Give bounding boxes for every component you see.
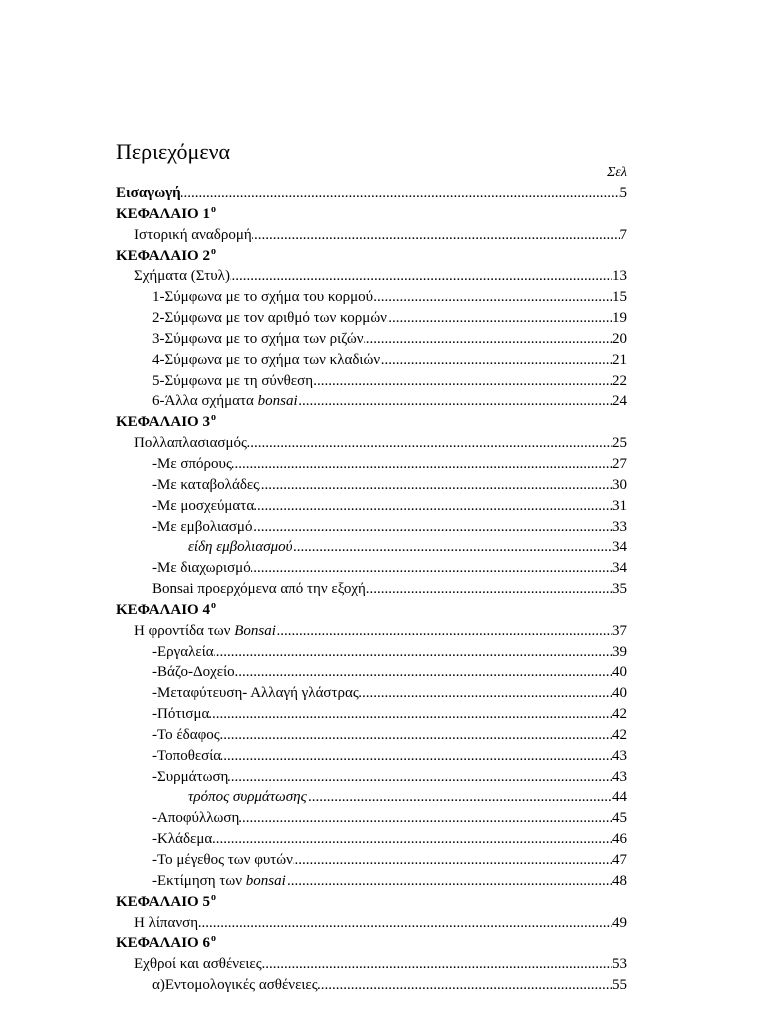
entry-label-italic: bonsai (257, 393, 298, 410)
page-number: 13 (612, 266, 627, 287)
page-number: 33 (612, 517, 627, 538)
entry-label (152, 704, 209, 725)
toc-entry (116, 621, 627, 642)
entry-label-text: -Με καταβολάδες (152, 476, 260, 493)
toc-entry (116, 683, 627, 704)
toc-chapter-heading (116, 204, 627, 225)
entry-label (188, 537, 293, 558)
toc-entry (116, 371, 627, 392)
toc-entry (116, 225, 627, 246)
entry-label-text: -Με διαχωρισμό (152, 560, 251, 577)
entry-label-text: -Τοποθεσία (152, 747, 222, 764)
toc-entry (116, 913, 627, 934)
entry-label-text: Η φροντίδα των (134, 622, 235, 639)
toc-entry (116, 829, 627, 850)
page-number: 53 (612, 954, 627, 975)
toc-entry (116, 496, 627, 517)
dot-leader (152, 704, 627, 725)
toc-entry (116, 266, 627, 287)
page-number: 40 (612, 683, 627, 704)
toc-entry (116, 850, 627, 871)
chapter-ordinal-sup: ο (210, 891, 216, 903)
entry-label-text: -Βάζο-Δοχείο (152, 664, 235, 681)
entry-label (152, 350, 380, 371)
entry-label (134, 266, 230, 287)
page-number: 49 (612, 913, 627, 934)
entry-label (152, 308, 387, 329)
entry-label-text: 1-Σύμφωνα με το σχήμα του κορμού (152, 289, 374, 306)
toc-entry (116, 746, 627, 767)
entry-label-text: -Εργαλεία (152, 643, 214, 660)
toc-entry (116, 954, 627, 975)
entry-label-text: -Εκτίμηση των (152, 872, 246, 889)
chapter-label: ΚΕΦΑΛΑΙΟ $6^o$ (116, 933, 216, 954)
entry-label-text: 2-Σύμφωνα με τον αριθμό των κορμών (152, 310, 387, 327)
chapter-label: ΚΕΦΑΛΑΙΟ $2^o$ (116, 246, 216, 267)
entry-label-text: -Με μοσχεύματα (152, 497, 255, 514)
entry-label-text: 3-Σύμφωνα με το σχήμα των ριζών (152, 330, 364, 347)
toc-entry (116, 767, 627, 788)
entry-label-text: είδη εμβολιασμού (188, 539, 293, 556)
page-number: 46 (612, 829, 627, 850)
chapter-label: ΚΕΦΑΛΑΙΟ $1^o$ (116, 204, 216, 225)
entry-label (152, 746, 221, 767)
toc-entry (116, 808, 627, 829)
page-number: 48 (612, 871, 627, 892)
toc-entry (116, 975, 627, 996)
chapter-ordinal-sup: ο (210, 933, 216, 945)
page-number: 30 (612, 475, 627, 496)
toc-entry (116, 287, 627, 308)
chapter-label: ΚΕΦΑΛΑΙΟ $5^o$ (116, 892, 216, 913)
entry-label-text: τρόπος συρμάτωσης (188, 789, 307, 806)
page-number: 45 (612, 808, 627, 829)
entry-label-italic: bonsai (245, 872, 286, 889)
entry-label (152, 287, 373, 308)
toc-entry (116, 725, 627, 746)
entry-label (152, 829, 212, 850)
page-number: 43 (612, 767, 627, 788)
page-number: 44 (612, 787, 627, 808)
page-number: 34 (612, 558, 627, 579)
page-number: 47 (612, 850, 627, 871)
toc-entry (116, 454, 627, 475)
page-number: 42 (612, 704, 627, 725)
chapter-ordinal-sup: ο (210, 412, 216, 424)
chapter-label: ΚΕΦΑΛΑΙΟ $4^o$ (116, 600, 216, 621)
entry-label (134, 954, 262, 975)
page-number: 35 (612, 579, 627, 600)
toc-entry (116, 787, 627, 808)
page-number: 42 (612, 725, 627, 746)
dot-leader (152, 642, 627, 663)
entry-label (152, 496, 254, 517)
entry-label (152, 579, 366, 600)
toc-entry (116, 329, 627, 350)
toc-entry (116, 475, 627, 496)
page-number: 31 (612, 496, 627, 517)
page-column-header: Σελ (607, 165, 627, 180)
entry-label-text: -Το μέγεθος των φυτών (152, 852, 293, 868)
entry-label-text: Ιστορική αναδρομή (134, 226, 252, 243)
entry-label (152, 391, 298, 412)
toc-entry (116, 558, 627, 579)
dot-leader (152, 829, 627, 850)
entry-label-text: 4-Σύμφωνα με το σχήμα των κλαδιών (152, 351, 381, 368)
toc-entry (116, 183, 627, 204)
entry-label (188, 787, 307, 808)
entry-label-text: -Κλάδεμα (152, 831, 213, 848)
entry-label-text: Εχθροί και ασθένειες (134, 956, 262, 973)
entry-label (116, 183, 181, 204)
entry-label (152, 517, 252, 538)
chapter-ordinal-sup: ο (210, 599, 216, 611)
page-number: 34 (612, 537, 627, 558)
page-number: 7 (620, 225, 628, 246)
entry-label-text: -Με εμβολιασμό (152, 518, 253, 535)
chapter-ordinal-sup: ο (210, 245, 216, 257)
chapter-ordinal-sup: ο (210, 203, 216, 215)
dot-leader (152, 746, 627, 767)
dot-leader (152, 725, 627, 746)
chapter-label: ΚΕΦΑΛΑΙΟ $3^o$ (116, 412, 216, 433)
toc-entry (116, 308, 627, 329)
entry-label (152, 642, 214, 663)
entry-label-text: 5-Σύμφωνα με τη σύνθεση (152, 372, 314, 389)
entry-label (152, 475, 259, 496)
toc-entry (116, 537, 627, 558)
entry-label-text: -Το έδαφος (152, 726, 220, 743)
entry-label (152, 558, 251, 579)
entry-label (152, 725, 220, 746)
entry-label-text: Σχήματα (Στυλ) (134, 268, 230, 285)
entry-label-text: -Αποφύλλωση (152, 810, 240, 827)
entry-label-text: Η λίπανση (134, 914, 199, 931)
toc-chapter-heading (116, 892, 627, 913)
entry-label (134, 433, 247, 454)
entry-label (152, 371, 313, 392)
entry-label-text: Πολλαπλασιασμός (134, 435, 247, 452)
entry-label (152, 975, 318, 996)
toc-entry (116, 662, 627, 683)
toc-entry (116, 433, 627, 454)
page-number: 43 (612, 746, 627, 767)
entry-label (134, 225, 252, 246)
entry-label-text: -Συρμάτωση (152, 768, 229, 785)
toc-entry (116, 642, 627, 663)
entry-label (152, 662, 235, 683)
dot-leader (116, 183, 627, 204)
page-number: 25 (612, 433, 627, 454)
page-number: 21 (612, 350, 627, 371)
page-number: 19 (612, 308, 627, 329)
page-number: 39 (612, 642, 627, 663)
entry-label (152, 683, 359, 704)
toc-chapter-heading (116, 933, 627, 954)
toc-chapter-heading (116, 600, 627, 621)
toc-chapter-heading (116, 246, 627, 267)
page-number: 5 (620, 183, 628, 204)
toc-chapter-heading (116, 412, 627, 433)
toc-entry (116, 350, 627, 371)
entry-label-text: -Με σπόρους (152, 455, 232, 472)
entry-label-text: Bonsai προερχόμενα από την εξοχή (152, 581, 366, 598)
page-number: 15 (612, 287, 627, 308)
entry-label-text: -Μεταφύτευση- Αλλαγή γλάστρας (152, 685, 359, 702)
entry-label (134, 913, 198, 934)
entry-label-text: 6-Άλλα σχήματα (152, 393, 258, 410)
table-of-contents (116, 183, 627, 996)
toc-entry (116, 391, 627, 412)
dot-leader (134, 913, 627, 934)
entry-label (152, 767, 228, 788)
page-number: 40 (612, 662, 627, 683)
toc-title: Περιεχόμενα (116, 139, 231, 164)
page-number: 22 (612, 371, 627, 392)
toc-entry (116, 517, 627, 538)
entry-label-text: α)Εντομολογικές ασθένειες (152, 977, 318, 994)
entry-label (152, 850, 293, 871)
entry-label (152, 871, 286, 892)
entry-label-text: Εισαγωγή (116, 185, 181, 201)
entry-label (134, 621, 276, 642)
entry-label-italic: Bonsai (234, 622, 276, 639)
entry-label (152, 329, 364, 350)
toc-entry (116, 704, 627, 725)
page-number: 20 (612, 329, 627, 350)
page-number: 55 (612, 975, 627, 996)
page-number: 24 (612, 391, 627, 412)
entry-label (152, 454, 232, 475)
entry-label (152, 808, 239, 829)
toc-entry (116, 871, 627, 892)
entry-label-text: -Πότισμα (152, 706, 210, 723)
page-number: 27 (612, 454, 627, 475)
page-number: 37 (612, 621, 627, 642)
toc-entry (116, 579, 627, 600)
